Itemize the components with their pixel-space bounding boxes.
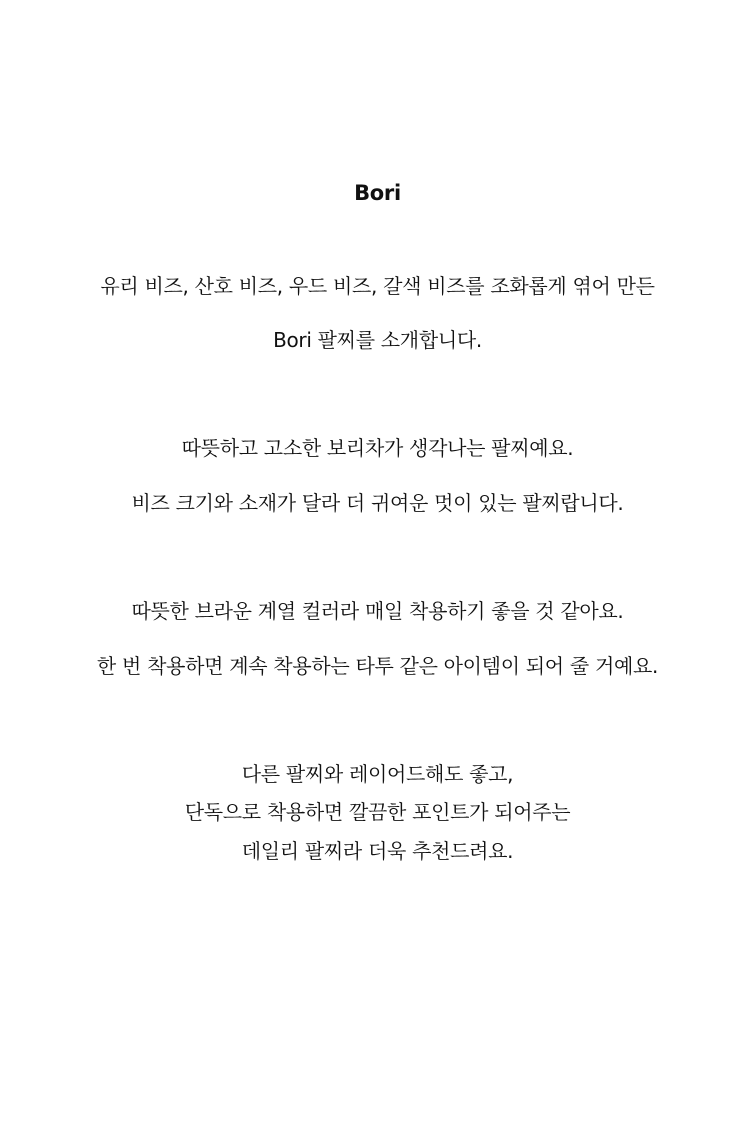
intro-line-1: 유리 비즈, 산호 비즈, 우드 비즈, 갈색 비즈를 조화롭게 엮어 만든 [100, 274, 655, 298]
paragraph-1-line-1: 따뜻하고 고소한 보리차가 생각나는 팔찌예요. [181, 436, 574, 460]
paragraph-2-line-1: 따뜻한 브라운 계열 컬러라 매일 착용하기 좋을 것 같아요. [131, 599, 624, 623]
paragraph-2-line-2: 한 번 착용하면 계속 착용하는 타투 같은 아이템이 되어 줄 거예요. [96, 654, 659, 678]
product-title: Bori [354, 181, 401, 205]
intro-line-2: Bori 팔찌를 소개합니다. [273, 328, 482, 352]
paragraph-1-line-2: 비즈 크기와 소재가 달라 더 귀여운 멋이 있는 팔찌랍니다. [131, 491, 624, 515]
paragraph-3-line-3: 데일리 팔찌라 더욱 추천드려요. [241, 839, 514, 863]
paragraph-3-line-1: 다른 팔찌와 레이어드해도 좋고, [241, 762, 514, 786]
paragraph-3-line-2: 단독으로 착용하면 깔끔한 포인트가 되어주는 [184, 800, 571, 824]
